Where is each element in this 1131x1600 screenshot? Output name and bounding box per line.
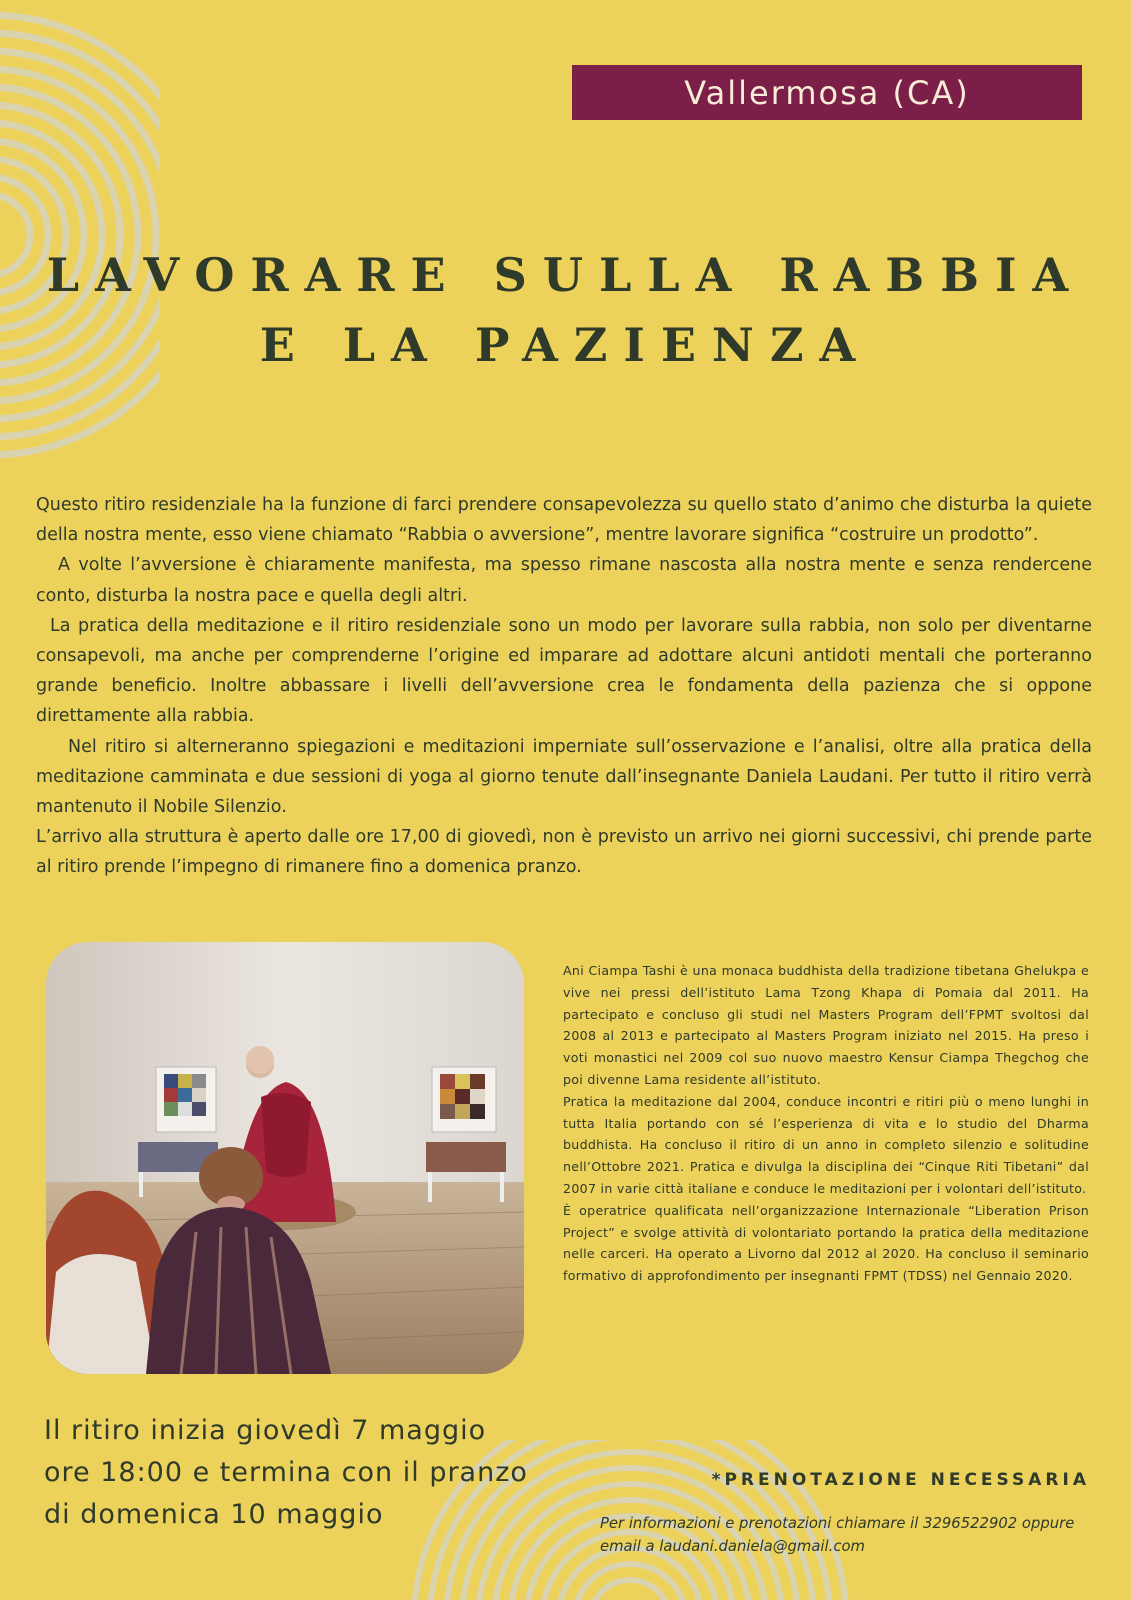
teacher-biography	[563, 960, 1089, 1287]
dates-line-1: Il ritiro inizia giovedì 7 maggio	[44, 1415, 487, 1446]
intro-paragraph: A volte l’avversione è chiaramente manifesta, ma spesso rimane nascosta alla nostra mente e senza rendercene conto, disturba la nostra pace e quella degli altri.	[36, 555, 1092, 606]
bio-paragraph: Pratica la meditazione dal 2004, conduce incontri e ritiri più o meno lunghi in tutta Italia portando con sé l’esperienza di vita e lo studio del Dharma buddhista. Ha concluso il ritiro di un anno in completo silenzio e solitudine nell’Ottobre 2021. Pratica e divulga la disciplina dei “Cinque Riti Tibetani” dal 2007 in varie città italiane e conduce le meditazioni per i volontari dell’istituto.	[563, 1093, 1089, 1196]
booking-required-notice: *PRENOTAZIONE NECESSARIA	[711, 1470, 1090, 1490]
title-line-1: LAVORARE SULLA RABBIA	[46, 248, 1085, 302]
bio-paragraph: È operatrice qualificata nell’organizzazione Internazionale “Liberation Prison Project” e svolge attività di volontariato portando la pratica della meditazione nelle carceri. Ha operato a Livorno dal 2012 al 2020. Ha concluso il seminario formativo di approfondimento per insegnanti FPMT (TDSS) nel Gennaio 2020.	[563, 1202, 1089, 1284]
intro-paragraph: Nel ritiro si alterneranno spiegazioni e meditazioni imperniate sull’osservazione e l’analisi, oltre alla pratica della meditazione camminata e due sessioni di yoga al giorno tenute dall’insegnante Daniela Laudani. Per tutto il ritiro verrà mantenuto il Nobile Silenzio.	[36, 736, 1092, 818]
intro-paragraph: La pratica della meditazione e il ritiro residenziale sono un modo per lavorare sulla rabbia, non solo per diventarne consapevoli, ma anche per comprenderne l’origine ed imparare ad adottare alcuni antidoti mentali che porteranno grande beneficio. Inoltre abbassare i livelli dell’avversione crea le fondamenta della pazienza che si oppone direttamente alla rabbia.	[36, 615, 1092, 727]
retreat-photo	[46, 942, 524, 1374]
contact-phone-line: Per informazioni e prenotazioni chiamare il 3296522902 oppure	[600, 1515, 1075, 1532]
title-line-2: E LA PAZIENZA	[259, 318, 872, 372]
retreat-dates	[44, 1410, 564, 1536]
page-title	[0, 240, 1131, 380]
retreat-photo-illustration	[46, 942, 524, 1374]
intro-text	[36, 490, 1092, 883]
contact-email-line: email a laudani.daniela@gmail.com	[600, 1538, 865, 1555]
dates-line-2: ore 18:00 e termina con il pranzo	[44, 1457, 528, 1488]
contact-info	[600, 1512, 1100, 1558]
location-text: Vallermosa (CA)	[684, 73, 970, 112]
intro-paragraph: L’arrivo alla struttura è aperto dalle ore 17,00 di giovedì, non è previsto un arrivo nei giorni successivi, chi prende parte al ritiro prende l’impegno di rimanere fino a domenica pranzo.	[36, 827, 1092, 878]
dates-line-3: di domenica 10 maggio	[44, 1499, 384, 1530]
decorative-arcs-left	[0, 0, 160, 470]
bio-paragraph: Ani Ciampa Tashi è una monaca buddhista della tradizione tibetana Ghelukpa e vive nei pressi dell’istituto Lama Tzong Khapa di Pomaia dal 2011. Ha partecipato e concluso gli studi nel Masters Program dell’FPMT svoltosi dal 2008 al 2013 e partecipato al Masters Program iniziato nel 2015. Ha preso i voti monastici nel 2009 col suo nuovo maestro Kensur Ciampa Thegchog che poi divenne Lama residente all’istituto.	[563, 963, 1089, 1087]
location-banner	[572, 65, 1082, 120]
intro-paragraph: Questo ritiro residenziale ha la funzione di farci prendere consapevolezza su quello stato d’animo che disturba la quiete della nostra mente, esso viene chiamato “Rabbia o avversione”, mentre lavorare significa “costruire un prodotto”.	[36, 495, 1092, 546]
